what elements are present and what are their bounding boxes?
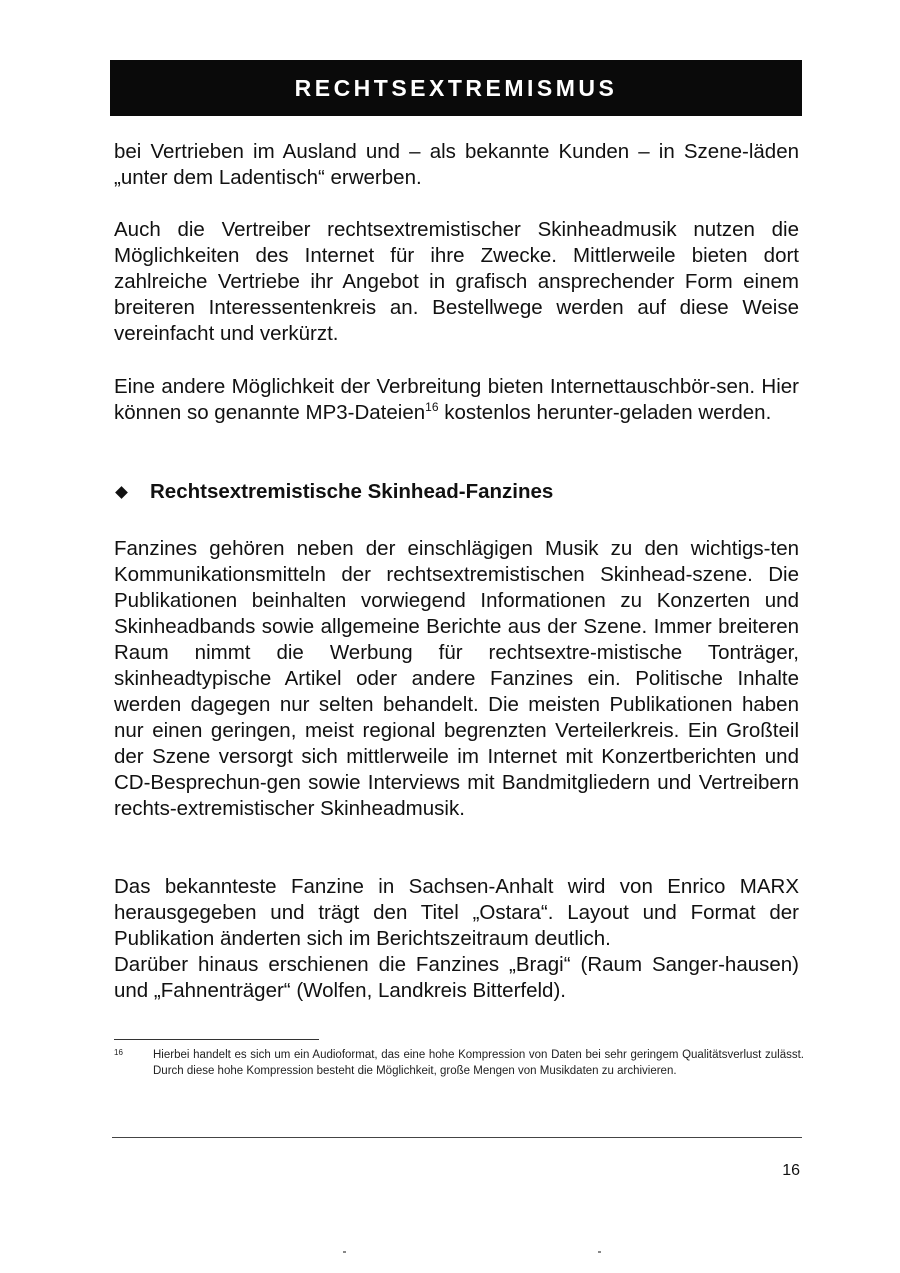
paragraph-4: Fanzines gehören neben der einschlägigen Musik zu den wichtigs-ten Kommunikationsmitteln der rechtsextremistischen Skinhead-szene. Die Publikationen beinhalten vorwiegend Informationen zu Konzerten und Skinheadbands sowie allgemeine Berichte aus der Szene. Immer breiteren Raum nimmt die Werbung für rechtsextre-mistische Tonträger, skinheadtypische Artikel oder andere Fanzines ein. Politische Inhalte werden dagegen nur selten behandelt. Die meisten Publikationen haben nur einen geringen, meist regional begrenzten Verteilerkreis. Ein Großteil der Szene versorgt sich mittlerweile im Internet mit Konzertberichten und CD-Besprechun-gen sowie Interviews mit Bandmitgliedern und Vertreibern rechts-extremistischer Skinheadmusik. — [114, 537, 799, 820]
paragraph-3-text-a: Eine andere Möglichkeit der Verbreitung bieten Internettauschbör-sen. Hier können so genannte MP3-Dateien — [114, 375, 799, 424]
diamond-bullet-icon — [115, 486, 128, 499]
footnote-reference: 16 — [425, 400, 439, 415]
page-number: 16 — [782, 1162, 800, 1179]
chapter-title: RECHTSEXTREMISMUS — [294, 74, 618, 101]
scan-artifact-dot — [598, 1251, 601, 1253]
section-heading — [114, 478, 799, 506]
paragraph-2: Auch die Vertreiber rechtsextremistischer Skinheadmusik nutzen die Möglichkeiten des Internet für ihre Zwecke. Mittlerweile bieten dort zahlreiche Vertriebe ihr Angebot in grafisch ansprechender Form einem breiteren Interessentenkreis an. Bestellwege werden auf diese Weise vereinfacht und verkürzt. — [114, 218, 799, 345]
footnote — [114, 1047, 804, 1079]
footnote-divider — [114, 1039, 319, 1040]
section-heading-text: Rechtsextremistische Skinhead-Fanzines — [150, 480, 554, 503]
footnote-mark: 16 — [114, 1048, 123, 1057]
paragraph-3-text-b: kostenlos herunter-geladen werden. — [438, 401, 772, 424]
page-bottom-divider — [112, 1137, 802, 1138]
chapter-header-bar — [110, 60, 802, 116]
paragraph-1: bei Vertrieben im Ausland und – als bekannte Kunden – in Szene-läden „unter dem Ladentisch“ erwerben. — [114, 140, 799, 189]
footnote-text: Hierbei handelt es sich um ein Audioformat, das eine hohe Kompression von Daten bei sehr geringem Qualitätsverlust zulässt. Durch diese hohe Kompression besteht die Möglichkeit, große Mengen von Musikdaten zu archivieren. — [153, 1049, 804, 1077]
paragraph-5: Das bekannteste Fanzine in Sachsen-Anhalt wird von Enrico MARX herausgegeben und trägt den Titel „Ostara“. Layout und Format der Publikation änderten sich im Berichtszeitraum deutlich. — [114, 875, 799, 950]
paragraph-3 — [114, 374, 799, 426]
scan-artifact-dot — [343, 1251, 346, 1253]
paragraph-6: Darüber hinaus erschienen die Fanzines „Bragi“ (Raum Sanger-hausen) und „Fahnenträger“ (Wolfen, Landkreis Bitterfeld). — [114, 953, 799, 1002]
